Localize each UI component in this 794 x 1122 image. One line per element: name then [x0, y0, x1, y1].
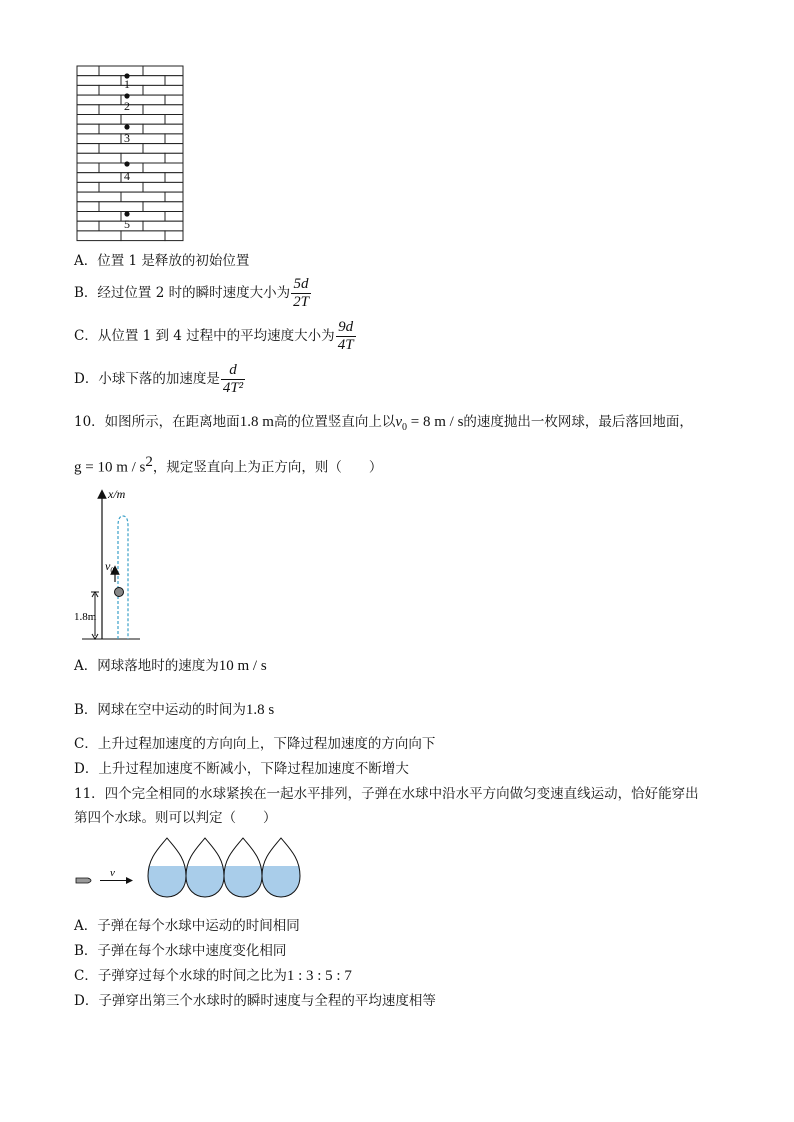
- brick: [165, 76, 183, 86]
- brick: [99, 66, 143, 76]
- water-fill: [262, 866, 300, 897]
- q10-option-b[interactable]: B．网球在空中运动的时间为1.8 s: [74, 702, 275, 718]
- brick: [143, 66, 183, 76]
- brick: [143, 105, 183, 115]
- brick: [121, 231, 165, 241]
- brick: [121, 115, 165, 125]
- brick: [121, 192, 165, 202]
- brick: [77, 115, 121, 125]
- brick-wall-figure: [76, 64, 188, 246]
- brick: [143, 182, 183, 192]
- brick: [77, 105, 99, 115]
- brick: [143, 144, 183, 154]
- brick: [77, 76, 121, 86]
- brick: [77, 182, 99, 192]
- q9-option-c[interactable]: C．从位置 1 到 4 过程中的平均速度大小为 $\frac{9d}{4T}$: [74, 319, 354, 353]
- brick: [77, 163, 99, 173]
- q11-option-b[interactable]: B．子弹在每个水球中速度变化相同: [74, 943, 287, 959]
- fraction: $\frac{9d}{4T}$: [337, 319, 354, 353]
- q9-option-a[interactable]: A．位置 1 是释放的初始位置: [74, 253, 250, 269]
- brick: [77, 95, 121, 105]
- position-label-2: 2: [124, 99, 130, 113]
- q11-option-d[interactable]: D．子弹穿出第三个水球时的瞬时速度与全程的平均速度相等: [74, 993, 436, 1009]
- axis-label: x/m: [108, 487, 126, 501]
- position-label-1: 1: [124, 77, 130, 91]
- q10-stem-line1: 10．如图所示，在距离地面1.8 m高的位置竖直向上以$v_0 = 8$ m / s的速度抛出一枚网球，最后落回地面，: [74, 414, 693, 433]
- brick: [99, 182, 143, 192]
- brick: [77, 202, 99, 212]
- brick: [143, 202, 183, 212]
- brick: [99, 163, 143, 173]
- brick: [77, 192, 121, 202]
- ball-position-dot: [124, 211, 129, 216]
- brick: [99, 85, 143, 95]
- brick: [143, 221, 183, 231]
- q11-option-a[interactable]: A．子弹在每个水球中运动的时间相同: [74, 918, 300, 934]
- q10-option-c[interactable]: C．上升过程加速度的方向向上，下降过程加速度的方向向下: [74, 736, 436, 752]
- ball-position-dot: [124, 161, 129, 166]
- brick: [143, 163, 183, 173]
- brick: [77, 173, 121, 183]
- q10-stem-line2: g = 10 m / $s^2$，规定竖直向上为正方向，则（ ）: [74, 454, 383, 476]
- position-label-4: 4: [124, 169, 130, 183]
- brick: [165, 115, 183, 125]
- tennis-ball: [115, 588, 124, 597]
- height-label: 1.8m: [74, 611, 97, 623]
- brick: [143, 85, 183, 95]
- brick: [99, 202, 143, 212]
- water-balls-figure: [74, 834, 306, 908]
- brick: [77, 66, 99, 76]
- velocity-label: $v_0$: [105, 559, 115, 575]
- fraction: $\frac{5d}{2T}$: [293, 276, 309, 310]
- bullet: [76, 878, 91, 883]
- q10-option-d[interactable]: D．上升过程加速度不断减小，下降过程加速度不断增大: [74, 761, 409, 777]
- position-label-5: 5: [124, 217, 130, 231]
- trajectory-path: [118, 516, 128, 639]
- brick: [77, 134, 121, 144]
- brick: [165, 231, 183, 241]
- brick: [165, 212, 183, 222]
- q9-option-d[interactable]: D．小球下落的加速度是 $\frac{d}{\text{4T²}}$: [74, 362, 244, 396]
- bullet-velocity-label: v: [110, 867, 115, 879]
- brick: [99, 144, 143, 154]
- brick: [77, 221, 99, 231]
- brick: [165, 192, 183, 202]
- brick: [165, 134, 183, 144]
- q11-stem-line2: 第四个水球。则可以判定（ ）: [74, 810, 277, 826]
- brick: [99, 124, 143, 134]
- brick: [77, 85, 99, 95]
- ball-position-dot: [124, 124, 129, 129]
- brick: [77, 153, 121, 163]
- brick: [143, 124, 183, 134]
- q9-option-b[interactable]: B．经过位置 2 时的瞬时速度大小为 $\frac{5d}{2T}$: [74, 276, 309, 310]
- brick: [99, 105, 143, 115]
- brick: [77, 231, 121, 241]
- brick: [165, 153, 183, 163]
- brick: [77, 144, 99, 154]
- tennis-ball-figure: [72, 484, 152, 644]
- brick: [165, 173, 183, 183]
- brick: [77, 124, 99, 134]
- water-fill: [224, 866, 262, 897]
- brick: [165, 95, 183, 105]
- brick: [99, 221, 143, 231]
- q11-stem-line1: 11．四个完全相同的水球紧挨在一起水平排列，子弹在水球中沿水平方向做匀变速直线运动，恰好能穿出: [74, 786, 699, 802]
- brick: [77, 212, 121, 222]
- q11-option-c[interactable]: C．子弹穿过每个水球的时间之比为1 : 3 : 5 : 7: [74, 968, 352, 984]
- position-label-3: 3: [124, 131, 130, 145]
- q10-option-a[interactable]: A．网球落地时的速度为10 m / s: [74, 658, 267, 674]
- water-fill: [186, 866, 224, 897]
- fraction: $\frac{d}{\text{4T²}}$: [222, 362, 244, 396]
- ball-position-dot: [124, 93, 129, 98]
- water-fill: [148, 866, 186, 897]
